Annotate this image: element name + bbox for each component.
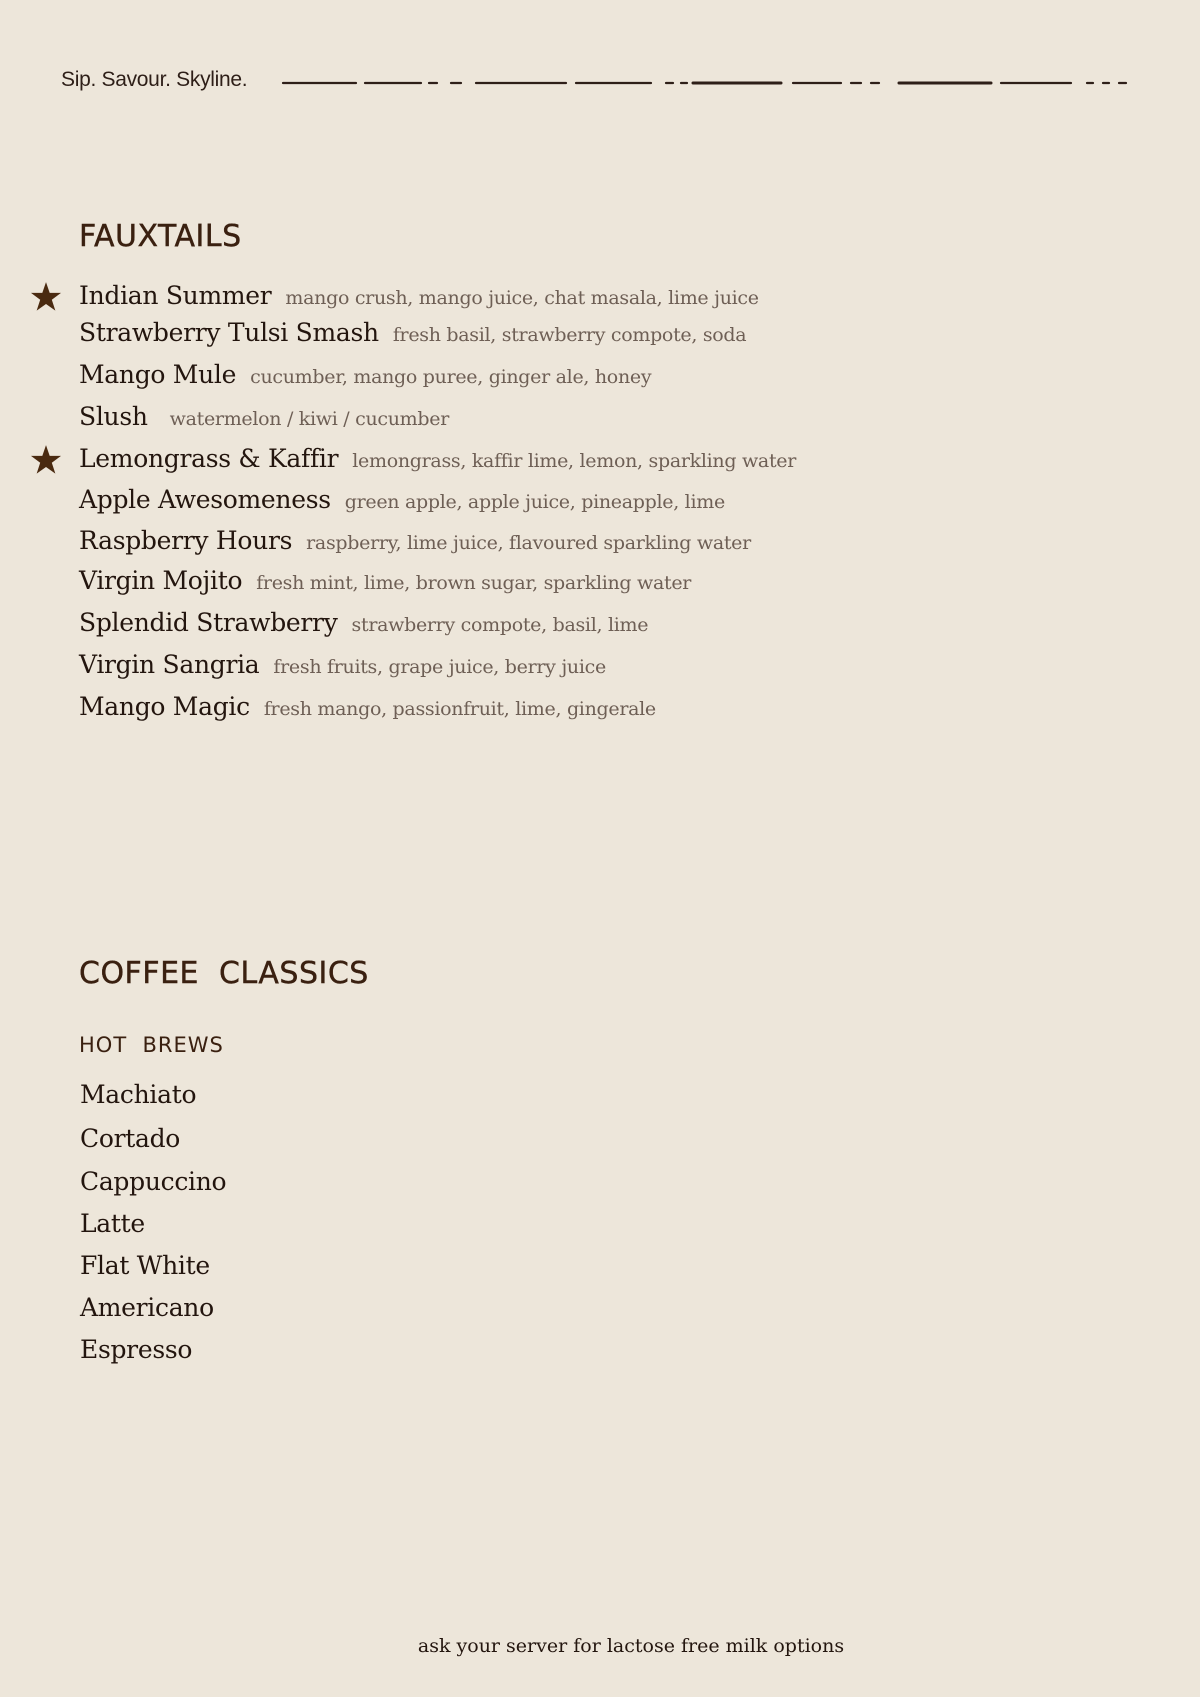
list-item: Latte — [80, 1209, 145, 1238]
item-description: cucumber, mango puree, ginger ale, honey — [250, 366, 652, 388]
tagline: Sip. Savour. Skyline. — [61, 68, 248, 91]
item-name: Splendid Strawberry — [79, 608, 338, 637]
item-description: raspberry, lime juice, flavoured sparkling water — [306, 532, 751, 554]
star-icon — [29, 443, 63, 477]
menu-item — [79, 650, 606, 686]
item-name: Virgin Sangria — [79, 650, 260, 679]
item-name: Virgin Mojito — [79, 566, 243, 595]
menu-item — [79, 318, 746, 354]
item-description: fresh mint, lime, brown sugar, sparkling water — [256, 572, 692, 594]
menu-item — [79, 444, 796, 480]
list-item: Cappuccino — [80, 1167, 227, 1196]
menu-item — [79, 566, 691, 602]
menu-item — [79, 281, 759, 317]
list-item: Americano — [80, 1293, 214, 1322]
tagline-row — [61, 66, 1136, 96]
item-description: green apple, apple juice, pineapple, lime — [344, 491, 725, 513]
menu-item — [79, 360, 651, 396]
item-description: fresh fruits, grape juice, berry juice — [273, 656, 606, 678]
item-name: Mango Magic — [79, 692, 250, 721]
fauxtails-title: FAUXTAILS — [79, 219, 242, 254]
item-name: Slush — [79, 402, 148, 431]
item-description: strawberry compote, basil, lime — [351, 614, 649, 636]
coffee-classics-title: COFFEE CLASSICS — [79, 956, 369, 991]
item-name: Indian Summer — [79, 281, 272, 310]
item-description: fresh basil, strawberry compote, soda — [392, 324, 747, 346]
footer-note: ask your server for lactose free milk options — [417, 1635, 845, 1657]
menu-item — [79, 608, 648, 644]
item-name: Strawberry Tulsi Smash — [79, 318, 379, 347]
menu-item — [79, 692, 656, 728]
list-item: Espresso — [80, 1335, 193, 1364]
menu-item — [79, 485, 725, 521]
item-description: fresh mango, passionfruit, lime, gingerale — [263, 698, 656, 720]
list-item: Machiato — [80, 1080, 197, 1109]
item-description: lemongrass, kaffir lime, lemon, sparkling water — [352, 450, 797, 472]
star-icon — [29, 280, 63, 314]
item-name: Lemongrass & Kaffir — [79, 444, 339, 473]
menu-item — [79, 402, 449, 438]
item-description: watermelon / kiwi / cucumber — [169, 408, 449, 430]
decorative-dash-line — [281, 81, 1136, 85]
list-item: Flat White — [80, 1251, 210, 1280]
list-item: Cortado — [80, 1124, 181, 1153]
item-name: Mango Mule — [79, 360, 237, 389]
item-name: Apple Awesomeness — [79, 485, 331, 514]
item-name: Raspberry Hours — [79, 526, 293, 555]
item-description: mango crush, mango juice, chat masala, lime juice — [285, 287, 759, 309]
menu-item — [79, 526, 751, 562]
hot-brews-subtitle: HOT BREWS — [79, 1033, 224, 1057]
